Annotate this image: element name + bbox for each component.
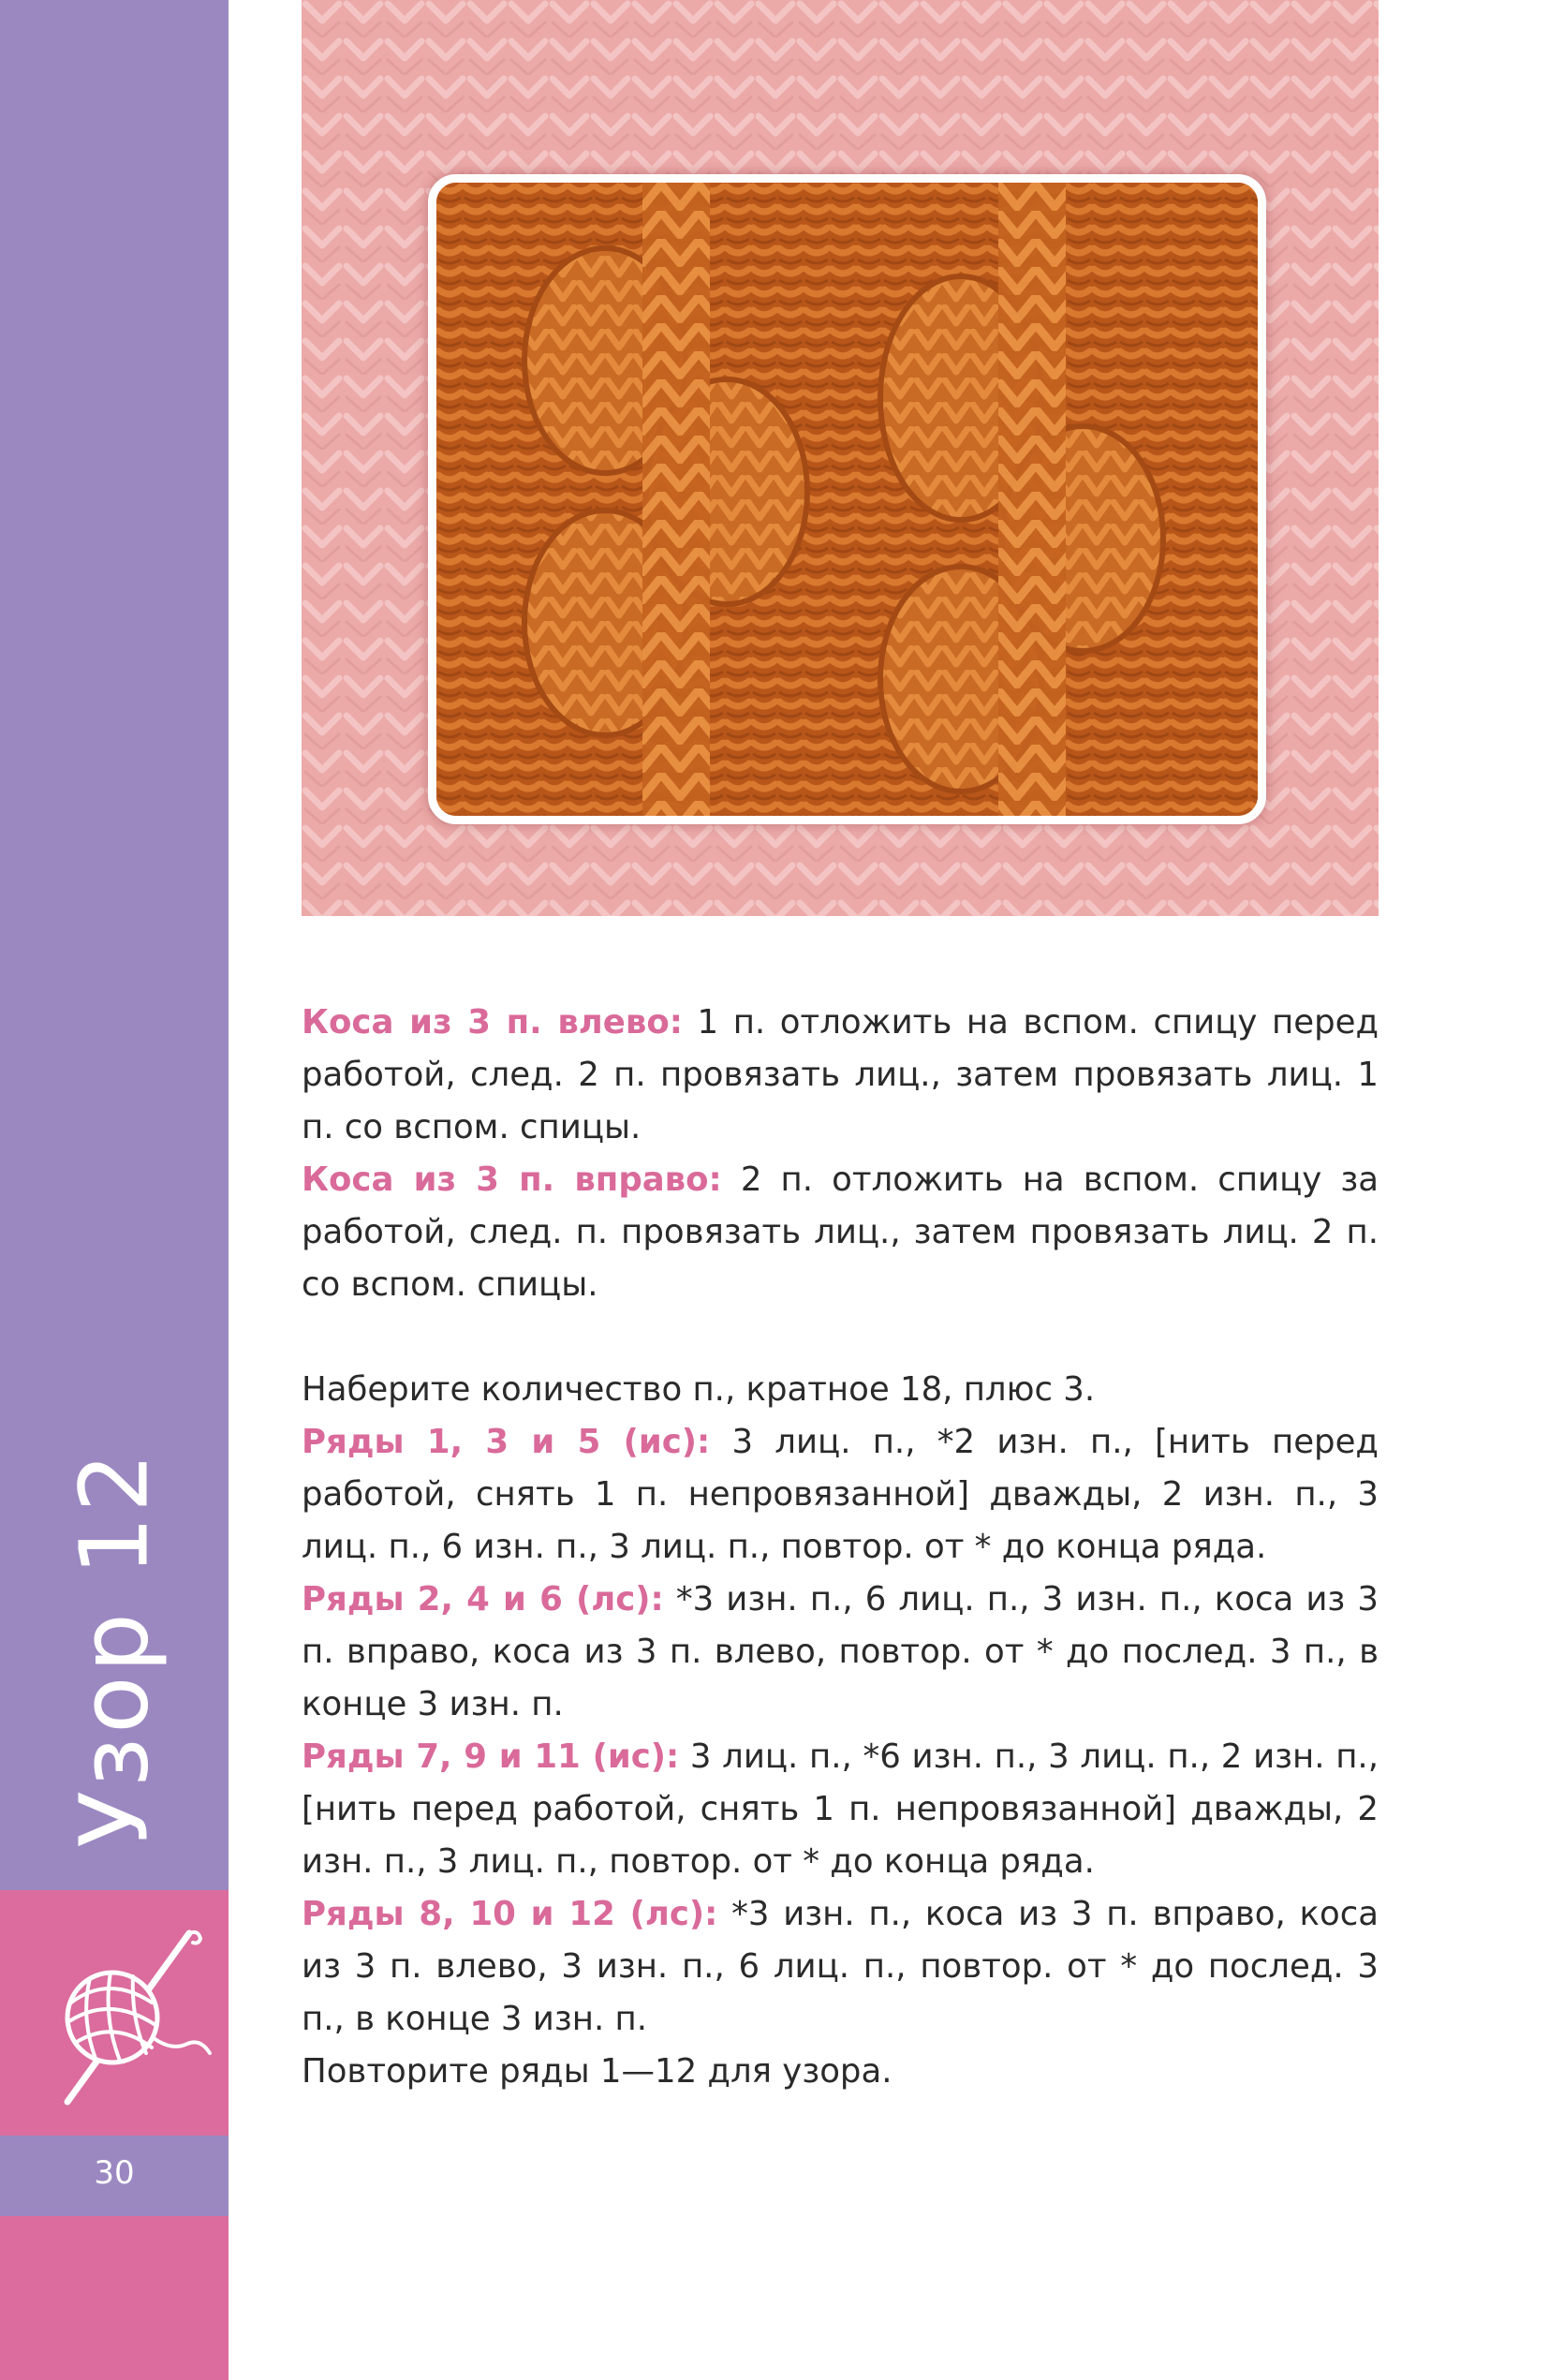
- rows-7-9-11-text: 3 лиц. п., *6 изн. п., 3 лиц. п., 2 изн. п., [нить перед работой, снять 1 п. непровязанной] дважды, 2 изн. п., 3 лиц. п., повтор. от * до конца ряда.: [302, 1737, 1379, 1881]
- rows-1-3-5-label: Ряды 1, 3 и 5 (ис):: [302, 1423, 711, 1461]
- pattern-title: Узор 12: [59, 1449, 170, 1848]
- cable-right-text: 2 п. отложить на вспом. спицу за работой, след. п. провязать лиц., затем провязать лиц. 2 п. со вспом. спицы.: [302, 1160, 1379, 1304]
- cable-left-definition: [302, 997, 1379, 1154]
- yarn-ball-crochet-hook-icon: [49, 1928, 214, 2111]
- rows-8-10-12: [302, 1888, 1379, 2046]
- cable-left-text: 1 п. отложить на вспом. спицу перед работой, след. 2 п. провязать лиц., затем провязать лиц. 1 п. со вспом. спицы.: [302, 1003, 1379, 1146]
- cast-on-instruction: Наберите количество п., кратное 18, плюс 3.: [302, 1370, 1096, 1409]
- rows-7-9-11: [302, 1731, 1379, 1888]
- rows-1-3-5-text: 3 лиц. п., *2 изн. п., [нить перед работой, снять 1 п. непровязанной] дважды, 2 изн. п., 3 лиц. п., 6 изн. п., 3 лиц. п., повтор. от * до конца ряда.: [302, 1423, 1379, 1566]
- pattern-instructions: [302, 997, 1379, 2098]
- cable-swatch-photo: [428, 174, 1266, 824]
- page-number: 30: [94, 2154, 135, 2192]
- cable-right-label: Коса из 3 п. вправо:: [302, 1160, 722, 1199]
- sidebar: [0, 0, 229, 2380]
- rows-1-3-5: [302, 1416, 1379, 1574]
- rows-2-4-6-text: *3 изн. п., 6 лиц. п., 3 изн. п., коса из 3 п. вправо, коса из 3 п. влево, повтор. от * до послед. 3 п., в конце 3 изн. п.: [302, 1580, 1379, 1723]
- repeat-instruction: Повторите ряды 1—12 для узора.: [302, 2052, 893, 2091]
- cable-knit-swatch: [436, 183, 1258, 816]
- rows-8-10-12-label: Ряды 8, 10 и 12 (лс):: [302, 1895, 718, 1933]
- knitted-pattern-photo: [302, 0, 1379, 916]
- rows-2-4-6: [302, 1574, 1379, 1731]
- cable-left-label: Коса из 3 п. влево:: [302, 1003, 683, 1042]
- rows-7-9-11-label: Ряды 7, 9 и 11 (ис):: [302, 1737, 680, 1776]
- sidebar-bottom-band: [0, 2216, 229, 2380]
- cable-right-definition: [302, 1154, 1379, 1311]
- rows-2-4-6-label: Ряды 2, 4 и 6 (лс):: [302, 1580, 664, 1619]
- rows-8-10-12-text: *3 изн. п., коса из 3 п. вправо, коса из 3 п. влево, 3 изн. п., 6 лиц. п., повтор. от * до послед. 3 п., в конце 3 изн. п.: [302, 1895, 1379, 2038]
